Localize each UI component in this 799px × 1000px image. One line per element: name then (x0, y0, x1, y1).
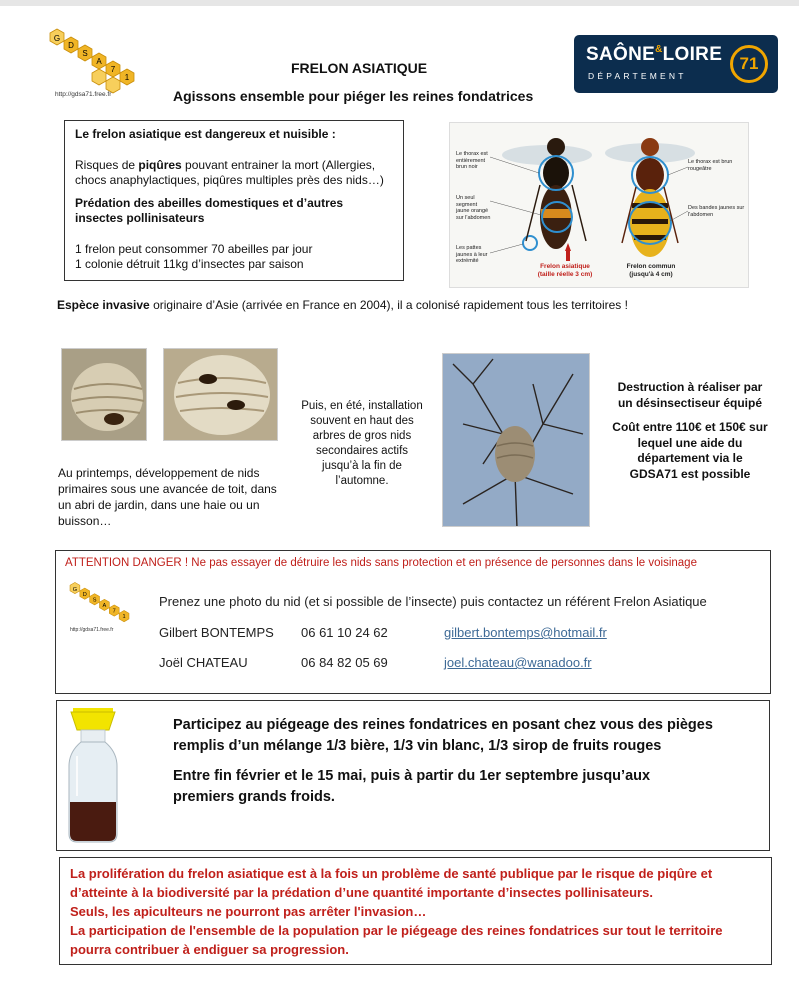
conclusion-line-3: La participation de l'ensemble de la population par le piégeage des reines fondatrices sur tout le territoire pourra contribuer à endiguer sa progression. (70, 923, 723, 957)
small-logo-letter-1: 1 (122, 614, 126, 621)
caption-common-hornet (618, 263, 684, 278)
department-71-badge: 71 (730, 45, 768, 83)
small-logo-letter-g: G (72, 586, 78, 593)
contact-intro-text: Prenez une photo du nid (et si possible de l’insecte) puis contactez un référent Frelon Asiatique (159, 594, 707, 609)
small-logo-letter-a: A (102, 603, 107, 609)
saone-et-loire-subtitle: DÉPARTEMENT (588, 71, 687, 81)
contact-name-2: Joël CHATEAU (159, 655, 248, 670)
conclusion-box (59, 857, 772, 965)
summer-nest-text: Puis, en été, installation souvent en haut des arbres de gros nids secondaires actifs jusqu’à la fin de l’automne. (301, 400, 423, 487)
trap-period-text: Entre fin février et le 15 mai, puis à partir du 1er septembre jusqu’aux premiers grands froids. (173, 768, 651, 805)
page-subtitle: Agissons ensemble pour piéger les reines fondatrices (173, 88, 534, 104)
primary-nest-photo-2 (163, 348, 278, 441)
logo-letter-7: 7 (110, 65, 116, 74)
caption-common-size: (jusqu'à 4 cm) (629, 270, 673, 278)
trap-box (56, 700, 770, 851)
small-logo-letter-d: D (82, 591, 87, 598)
caption-common-name: Frelon commun (626, 263, 676, 270)
contact-phone-1[interactable]: 06 61 10 24 62 (301, 625, 388, 640)
gdsa71-logo-url: http://gdsa71.free.fr (55, 91, 112, 98)
invasive-species-text (57, 298, 628, 312)
hornet-comparison-figure (449, 122, 749, 288)
label-asian-segment: Un seul segment jaune orangé sur l'abdomen (456, 195, 491, 221)
danger-heading: Le frelon asiatique est dangereux et nuisible : (75, 127, 336, 141)
contact-box (55, 550, 771, 694)
invasive-bold: Espèce invasive (57, 298, 150, 312)
small-logo-letter-7: 7 (112, 608, 116, 615)
primary-nest-photo-1 (61, 348, 147, 441)
gdsa71-logo (40, 27, 144, 101)
conclusion-line-2: Seuls, les apiculteurs ne pourront pas arrêter l'invasion… (70, 904, 427, 919)
sting-risk-bold: piqûres (138, 158, 182, 172)
saone-et-loire-name (586, 44, 722, 66)
contact-email-2[interactable]: joel.chateau@wanadoo.fr (444, 655, 592, 670)
logo-letter-g: G (53, 34, 61, 43)
hornet-trap-image (63, 706, 123, 846)
gdsa71-logo-small (63, 581, 136, 633)
sl-name-1: SAÔNE (586, 44, 656, 65)
destruction-text: Destruction à réaliser par un désinsectiseur équipé (617, 380, 763, 410)
saone-et-loire-logo (574, 35, 778, 93)
sl-name-2: LOIRE (662, 44, 723, 65)
label-common-bands: Des bandes jaunes sur l'abdomen (688, 205, 745, 218)
contact-phone-2[interactable]: 06 84 82 05 69 (301, 655, 388, 670)
logo-letter-d: D (68, 41, 74, 50)
cost-text: Coût entre 110€ et 150€ sur lequel une aide du département via le GDSA71 est possible (612, 420, 768, 481)
attention-warning: ATTENTION DANGER ! Ne pas essayer de détruire les nids sans protection et en présence de personnes dans le voisinage (65, 557, 697, 569)
gdsa71-small-url: http://gdsa71.free.fr (70, 627, 114, 633)
predation-text: Prédation des abeilles domestiques et d’autres insectes pollinisateurs (75, 196, 344, 225)
tree-nest-photo (442, 353, 590, 527)
top-bar (0, 0, 799, 6)
trap-mixture-text: Participez au piégeage des reines fondatrices en posant chez vous des pièges remplis d’un mélange 1/3 bière, 1/3 vin blanc, 1/3 sirop de fruits rouges (173, 717, 713, 754)
contact-name-1: Gilbert BONTEMPS (159, 625, 274, 640)
asian-hornet-drawing (502, 138, 592, 261)
danger-info-box (64, 120, 404, 281)
sting-risk-pre: Risques de (75, 158, 139, 172)
caption-asian-size: (taille réelle 3 cm) (537, 270, 593, 278)
common-hornet-drawing (605, 138, 695, 257)
caption-asian-hornet (530, 263, 600, 278)
logo-letter-1: 1 (124, 73, 130, 82)
invasive-rest: originaire d’Asie (arrivée en France en 2004), il a colonisé rapidement tous les territoires ! (149, 298, 628, 312)
label-asian-thorax: Le thorax est entièrement brun noir (456, 151, 488, 170)
page-title: FRELON ASIATIQUE (291, 60, 428, 76)
sting-risk-text (75, 158, 393, 188)
caption-asian-name: Frelon asiatique (540, 263, 590, 270)
trap-instructions (173, 715, 713, 808)
conclusion-line-1: La prolifération du frelon asiatique est à la fois un problème de santé publique par le risque de piqûre et d’atteinte à la biodiversité par la prédation d’une quantité importante d’insectes pollinisateurs. (70, 866, 713, 900)
logo-letter-a: A (96, 57, 102, 66)
sl-amp: & (655, 44, 663, 55)
label-common-thorax: Le thorax est brun rougeâtre (688, 159, 733, 172)
stat-kg-per-season: 1 colonie détruit 11kg d’insectes par saison (75, 257, 304, 271)
label-asian-legs: Les pattes jaunes à leur extrémité (456, 245, 488, 264)
sting-risk-post: pouvant entrainer la mort (Allergies, chocs anaphylactiques, piqûres multiples près des nids…) (75, 158, 384, 187)
stat-bees-per-day: 1 frelon peut consommer 70 abeilles par jour (75, 242, 313, 256)
logo-letter-s: S (82, 49, 88, 58)
contact-email-1[interactable]: gilbert.bontemps@hotmail.fr (444, 625, 607, 640)
spring-nest-text: Au printemps, développement de nids primaires sous une avancée de toit, dans un abri de jardin, dans une haie ou un buisson… (58, 466, 277, 528)
small-logo-letter-s: S (92, 597, 97, 604)
